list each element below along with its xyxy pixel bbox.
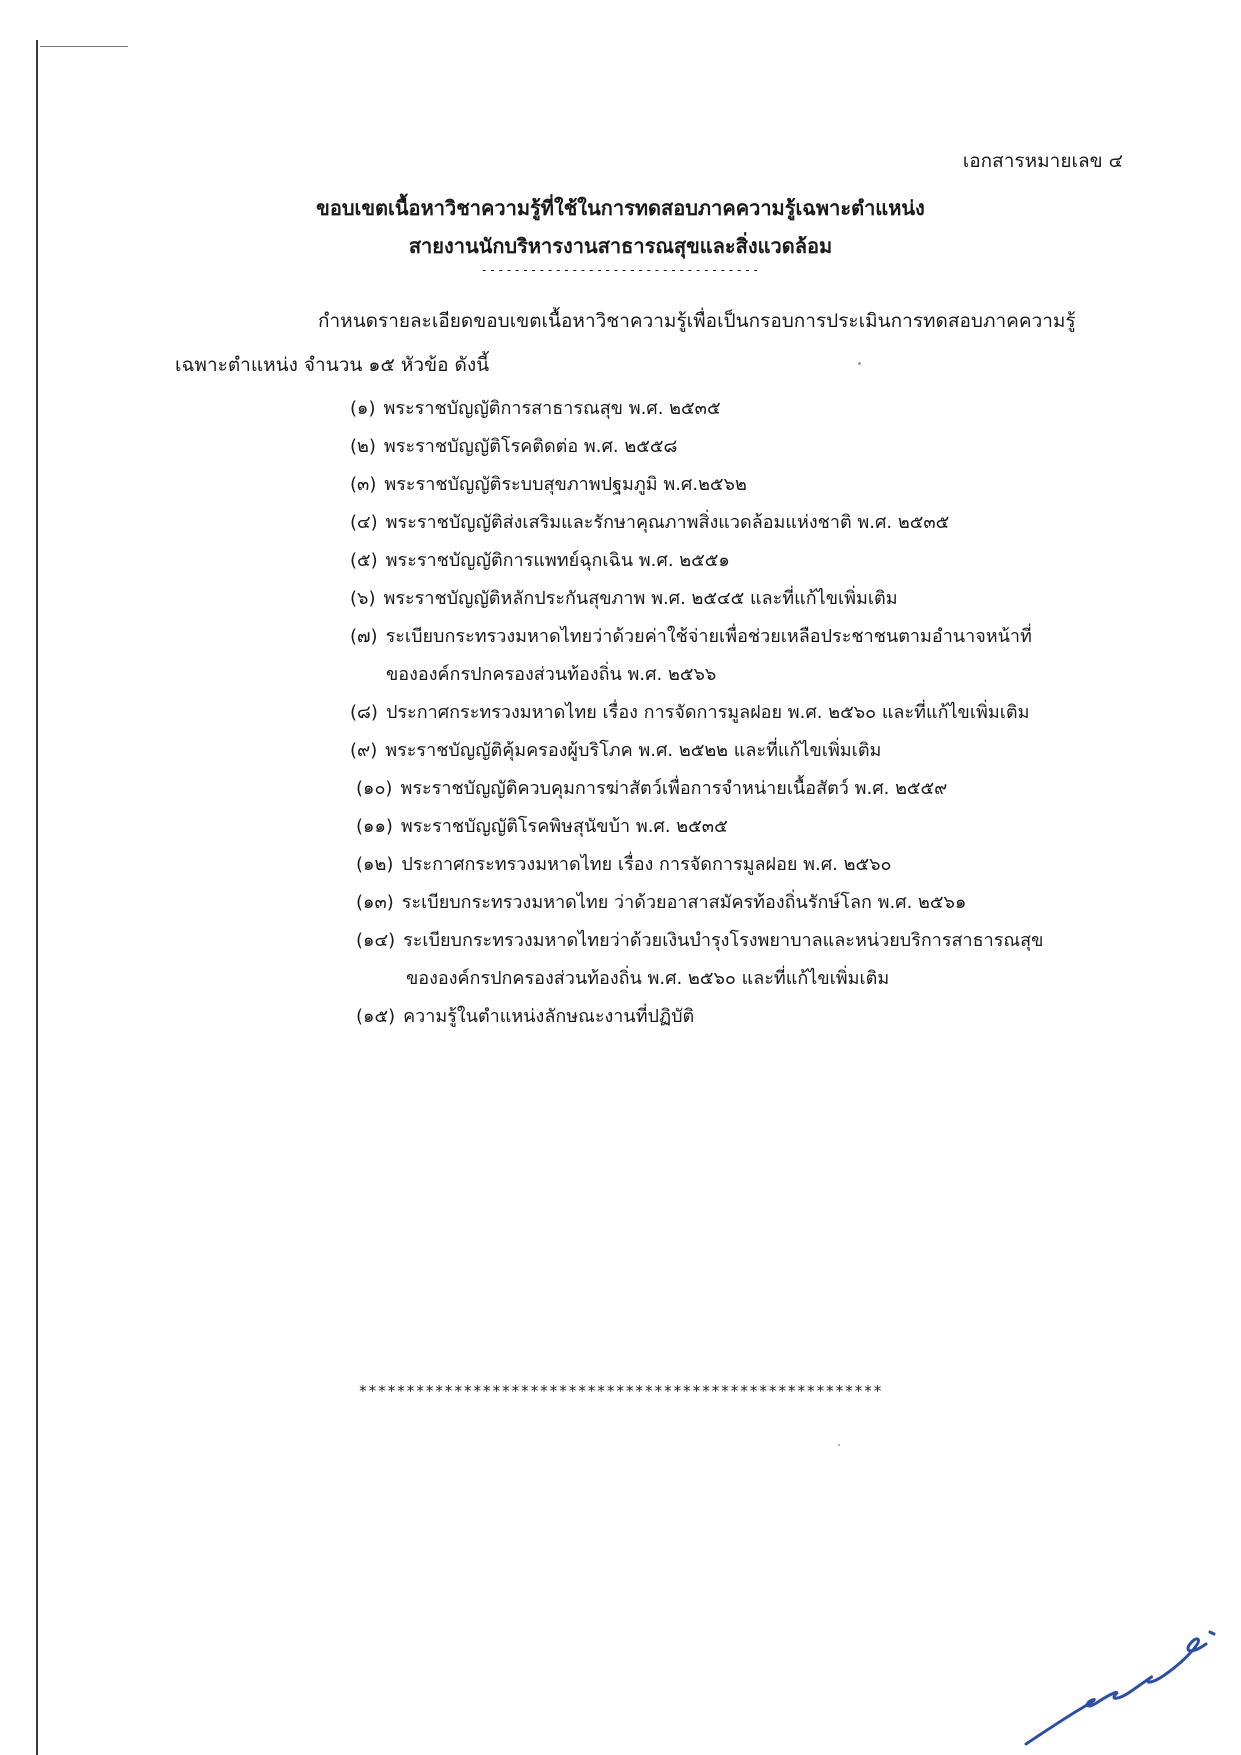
topic-item-2 — [350, 428, 1140, 466]
scan-mark — [40, 46, 128, 50]
topic-text: ระเบียบกระทรวงมหาดไทยว่าด้วยเงินบำรุงโรงพยาบาลและหน่วยบริการสาธารณสุข — [403, 930, 1044, 951]
topic-number: (๖) — [350, 588, 376, 609]
topic-text: พระราชบัญญัติการแพทย์ฉุกเฉิน พ.ศ. ๒๕๕๑ — [385, 550, 730, 571]
topic-text-continued: ขององค์กรปกครองส่วนท้องถิ่น พ.ศ. ๒๕๖๖ — [386, 664, 717, 685]
topic-number: (๓) — [350, 474, 377, 495]
topic-item-10 — [356, 770, 1140, 808]
topic-number: (๒) — [350, 436, 376, 457]
topic-text: พระราชบัญญัติระบบสุขภาพปฐมภูมิ พ.ศ.๒๕๖๒ — [384, 474, 747, 495]
document-number: เอกสารหมายเลข ๔ — [962, 150, 1123, 172]
topic-item-7 — [350, 618, 1140, 694]
topic-text: พระราชบัญญัติโรคติดต่อ พ.ศ. ๒๕๕๘ — [383, 436, 678, 457]
scan-speck — [838, 1444, 840, 1446]
topic-item-14 — [356, 922, 1140, 998]
topic-item-1 — [350, 390, 1140, 428]
title-divider: ---------------------------------- — [480, 263, 761, 277]
topic-number: (๕) — [350, 550, 378, 571]
topic-number: (๘) — [350, 702, 378, 723]
topic-number: (๙) — [350, 740, 378, 761]
scan-page-edge — [36, 40, 38, 1755]
topic-text: ระเบียบกระทรวงมหาดไทย ว่าด้วยอาสาสมัครท้องถิ่นรักษ์โลก พ.ศ. ๒๕๖๑ — [401, 892, 967, 913]
document-title-line-1: ขอบเขตเนื้อหาวิชาความรู้ที่ใช้ในการทดสอบภาคความรู้เฉพาะตำแหน่ง — [316, 196, 925, 220]
topic-number: (๑๐) — [356, 778, 393, 799]
topic-text: ความรู้ในตำแหน่งลักษณะงานที่ปฏิบัติ — [403, 1006, 695, 1027]
topic-number: (๗) — [350, 626, 378, 647]
topic-item-9 — [350, 732, 1140, 770]
topic-number: (๑๓) — [356, 892, 394, 913]
signature-mark — [1020, 1598, 1230, 1748]
intro-paragraph-line-2: เฉพาะตำแหน่ง จำนวน ๑๕ หัวข้อ ดังนี้ — [175, 354, 490, 376]
topic-text: พระราชบัญญัติโรคพิษสุนัขบ้า พ.ศ. ๒๕๓๕ — [400, 816, 728, 837]
topic-text: ระเบียบกระทรวงมหาดไทยว่าด้วยค่าใช้จ่ายเพื่อช่วยเหลือประชาชนตามอำนาจหน้าที่ — [385, 626, 1032, 647]
document-title-line-2: สายงานนักบริหารงานสาธารณสุขและสิ่งแวดล้อม — [408, 234, 833, 258]
topic-text: พระราชบัญญัติหลักประกันสุขภาพ พ.ศ. ๒๕๔๕ และที่แก้ไขเพิ่มเติม — [383, 588, 898, 609]
footer-asterisk-line: ******************************************************* — [358, 1382, 883, 1400]
topic-text: ประกาศกระทรวงมหาดไทย เรื่อง การจัดการมูลฝอย พ.ศ. ๒๕๖๐ — [401, 854, 892, 875]
topic-number: (๑๑) — [356, 816, 393, 837]
scan-speck — [858, 362, 861, 365]
topic-item-3 — [350, 466, 1140, 504]
topic-text: พระราชบัญญัติควบคุมการฆ่าสัตว์เพื่อการจำหน่ายเนื้อสัตว์ พ.ศ. ๒๕๕๙ — [400, 778, 948, 799]
topic-item-8 — [350, 694, 1140, 732]
topic-text: พระราชบัญญัติคุ้มครองผู้บริโภค พ.ศ. ๒๕๒๒ และที่แก้ไขเพิ่มเติม — [385, 740, 882, 761]
intro-paragraph-line-1: กำหนดรายละเอียดขอบเขตเนื้อหาวิชาความรู้เพื่อเป็นกรอบการประเมินการทดสอบภาคความรู้ — [318, 310, 1076, 332]
topic-text: ประกาศกระทรวงมหาดไทย เรื่อง การจัดการมูลฝอย พ.ศ. ๒๕๖๐ และที่แก้ไขเพิ่มเติม — [385, 702, 1030, 723]
topic-list — [350, 390, 1140, 1036]
topic-text: พระราชบัญญัติส่งเสริมและรักษาคุณภาพสิ่งแวดล้อมแห่งชาติ พ.ศ. ๒๕๓๕ — [385, 512, 950, 533]
topic-item-6 — [350, 580, 1140, 618]
topic-number: (๑๔) — [356, 930, 396, 951]
topic-item-11 — [356, 808, 1140, 846]
topic-item-13 — [356, 884, 1140, 922]
topic-number: (๔) — [350, 512, 378, 533]
topic-text-continued: ขององค์กรปกครองส่วนท้องถิ่น พ.ศ. ๒๕๖๐ และที่แก้ไขเพิ่มเติม — [406, 968, 890, 989]
topic-item-5 — [350, 542, 1140, 580]
topic-text: พระราชบัญญัติการสาธารณสุข พ.ศ. ๒๕๓๕ — [383, 398, 721, 419]
topic-number: (๑๒) — [356, 854, 394, 875]
topic-item-15 — [356, 998, 1140, 1036]
topic-number: (๑๕) — [356, 1006, 396, 1027]
topic-item-4 — [350, 504, 1140, 542]
topic-number: (๑) — [350, 398, 376, 419]
topic-item-12 — [356, 846, 1140, 884]
